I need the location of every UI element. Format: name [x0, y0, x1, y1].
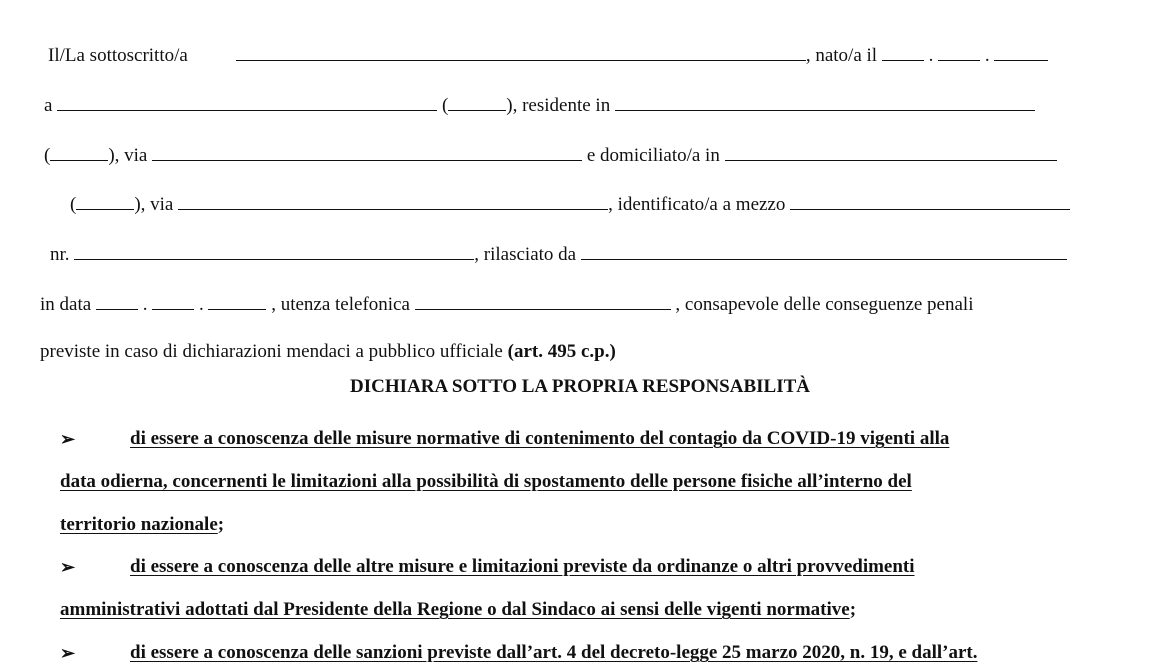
field-nascita-anno[interactable]: [994, 43, 1048, 61]
field-nascita-mese[interactable]: [938, 43, 980, 61]
bullet-arrow-icon: ➢: [60, 643, 76, 663]
field-domicilio[interactable]: [725, 143, 1057, 161]
declaration-1-tail: ;: [217, 514, 225, 535]
declaration-2-line-2-wrap: [60, 599, 856, 621]
label-domiciliato: e domiciliato/a in: [586, 145, 720, 166]
declaration-2-tail: ;: [849, 599, 857, 620]
field-rilasciato-da[interactable]: [581, 242, 1067, 260]
label-sottoscritto: Il/La sottoscritto/a: [48, 45, 188, 66]
field-data-mese[interactable]: [152, 292, 194, 310]
form-line-3: [44, 143, 1057, 167]
declaration-1-line-1: di essere a conoscenza delle misure normative di contenimento del contagio da COVID-19 vigenti alla: [130, 428, 950, 449]
declaration-2-line-2: amministrativi adottati dal Presidente della Regione o dal Sindaco ai sensi delle vigenti normative: [60, 599, 850, 620]
label-utenza: , utenza telefonica: [271, 294, 410, 315]
label-in-data: in data: [40, 294, 92, 315]
field-provincia-nascita[interactable]: [448, 93, 506, 111]
field-nascita-giorno[interactable]: [882, 43, 924, 61]
label-via: ), via: [134, 194, 174, 215]
declaration-1-line-3: territorio nazionale: [60, 514, 218, 535]
bullet-arrow-icon: ➢: [60, 557, 76, 577]
bullet-arrow-icon: ➢: [60, 429, 76, 449]
paren-open: (: [44, 145, 51, 166]
field-residenza[interactable]: [615, 93, 1035, 111]
label-identificato: , identificato/a a mezzo: [608, 194, 786, 215]
label-residente: ), residente in: [506, 95, 611, 116]
declaration-1-line-3-wrap: [60, 514, 224, 536]
form-line-7: [40, 341, 616, 363]
paren-open: (: [441, 95, 449, 116]
declaration-2-line-1: di essere a conoscenza delle altre misure e limitazioni previste da ordinanze o altri provvedimenti: [130, 556, 915, 577]
declaration-1-line-2: data odierna, concernenti le limitazioni alla possibilità di spostamento delle persone fisiche all’interno del: [60, 471, 912, 492]
form-line-6: [40, 292, 973, 316]
form-line-2: [44, 93, 1035, 117]
form-line-1: [48, 43, 1048, 67]
label-nato: , nato/a il: [805, 45, 878, 66]
field-nome[interactable]: [236, 43, 806, 61]
date-separator: .: [198, 294, 204, 315]
date-separator: .: [142, 294, 148, 315]
label-a: a: [44, 95, 53, 116]
label-consapevole: , consapevole delle conseguenze penali: [675, 294, 974, 315]
field-provincia-residenza[interactable]: [50, 143, 108, 161]
field-documento[interactable]: [790, 192, 1070, 210]
paren-open: (: [70, 194, 77, 215]
label-nr: nr.: [50, 244, 70, 265]
field-via-domicilio[interactable]: [178, 192, 608, 210]
form-line-5: [50, 242, 1067, 266]
declaration-heading: DICHIARA SOTTO LA PROPRIA RESPONSABILITÀ: [350, 376, 810, 397]
field-provincia-domicilio[interactable]: [76, 192, 134, 210]
field-data-anno[interactable]: [208, 292, 266, 310]
field-via-residenza[interactable]: [152, 143, 582, 161]
date-separator: .: [928, 45, 934, 66]
field-telefono[interactable]: [415, 292, 671, 310]
declaration-3-line-1: di essere a conoscenza delle sanzioni previste dall’art. 4 del decreto-legge 25 marzo 2020, n. 19, e dall’art.: [130, 642, 978, 663]
label-previste: previste in caso di dichiarazioni mendaci a pubblico ufficiale: [40, 341, 508, 362]
label-art-495: (art. 495 c.p.): [507, 341, 616, 362]
label-via: ), via: [108, 145, 148, 166]
field-numero-documento[interactable]: [74, 242, 474, 260]
field-data-giorno[interactable]: [96, 292, 138, 310]
date-separator: .: [984, 45, 990, 66]
field-luogo-nascita[interactable]: [57, 93, 437, 111]
label-rilasciato: , rilasciato da: [474, 244, 577, 265]
form-line-4: [70, 192, 1070, 216]
